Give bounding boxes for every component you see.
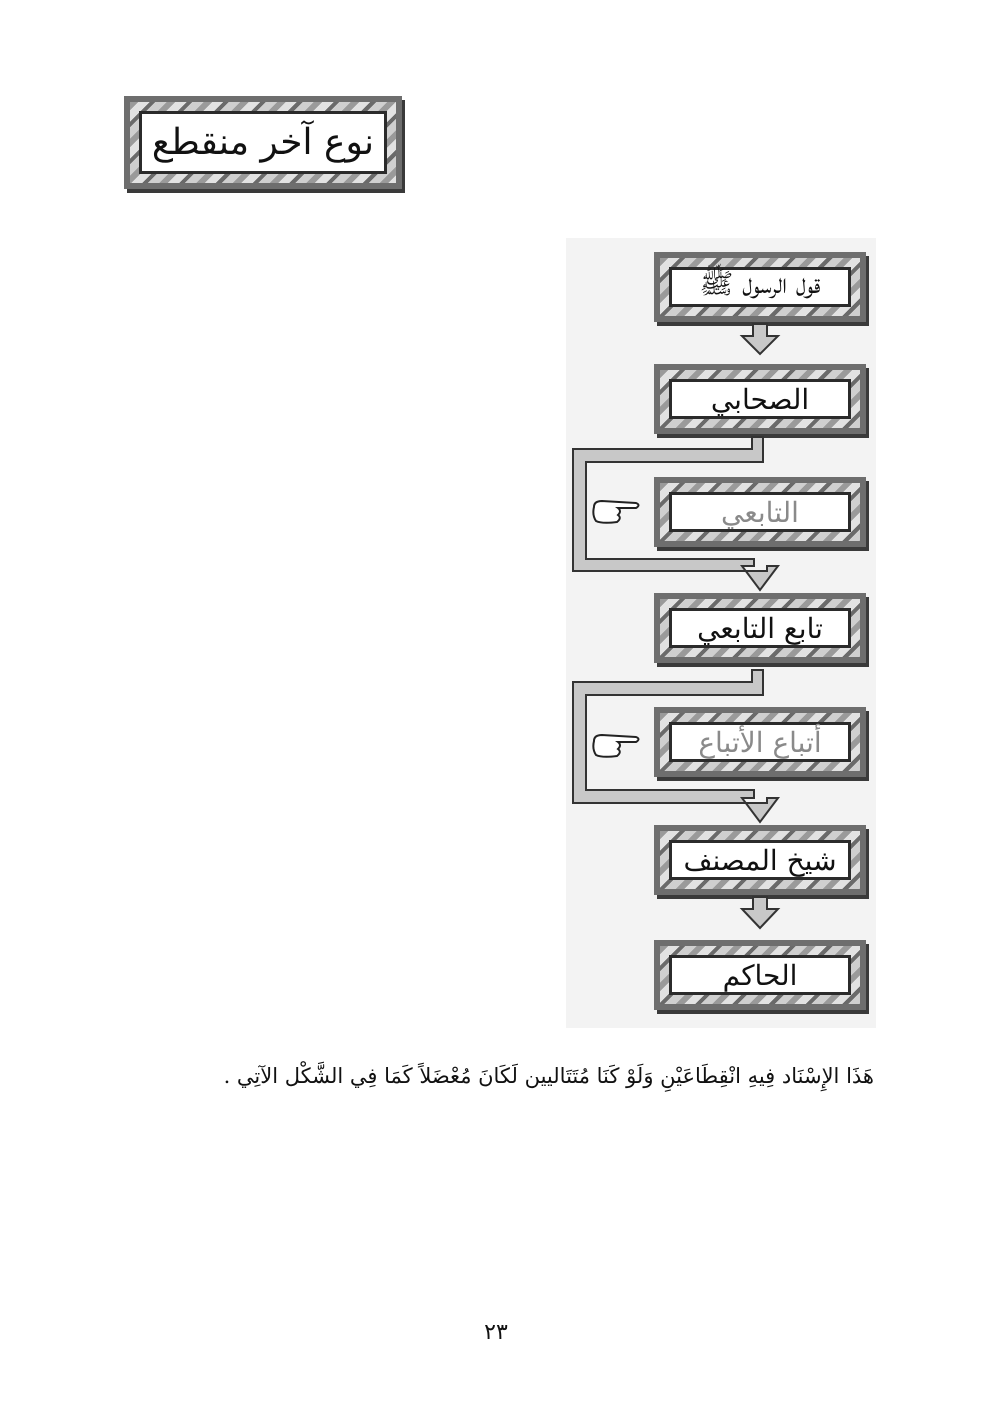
page-number: ٢٣ <box>484 1320 508 1345</box>
title-text: نوع آخر منقطع <box>139 111 387 174</box>
body-paragraph: هَذَا الإِسْنَاد فِيهِ انْقِطَاعَيْنِ وَلَوْ كَنَا مُتَتَاليين لَكَانَ مُعْضَلاً كَمَا فِي الشَّكْل الآتِي . <box>223 1064 874 1088</box>
pointing-hand-icon <box>593 501 638 523</box>
chain-node-label: التابعي <box>669 492 851 532</box>
chain-node-label: شيخ المصنف <box>669 840 851 880</box>
chain-node-label: الحاكم <box>669 955 851 995</box>
down-arrow-icon <box>742 324 778 354</box>
chain-node-label: أتباع الأتباع <box>669 722 851 762</box>
chain-node-label: قول الرسول ﷺ <box>669 267 851 307</box>
chain-node-label: تابع التابعي <box>669 608 851 648</box>
pointing-hand-icon <box>593 735 638 757</box>
chain-node-label: الصحابي <box>669 379 851 419</box>
down-arrow-icon <box>742 897 778 928</box>
